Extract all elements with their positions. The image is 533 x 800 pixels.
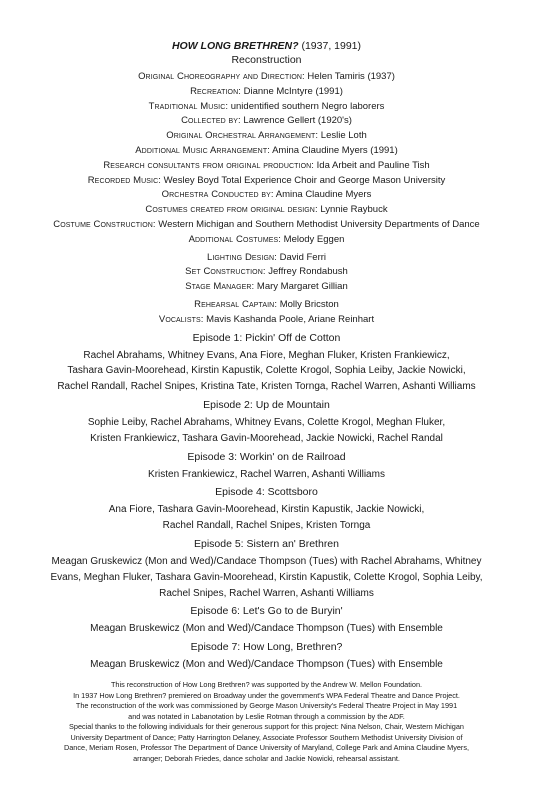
credit-name: Ida Arbeit and Pauline Tish <box>314 159 430 171</box>
credit-line <box>10 85 523 100</box>
credit-role: Collected by: <box>181 115 241 127</box>
credit-name: Amina Claudine Myers <box>273 189 372 201</box>
acknowledgements <box>10 680 523 765</box>
credit-name: Helen Tamiris (1937) <box>304 71 395 82</box>
credit-line <box>10 280 523 295</box>
episode-6 <box>10 604 523 637</box>
episode-cast-line: Sophie Leiby, Rachel Abrahams, Whitney Evans, Colette Krogol, Meghan Fluker, <box>87 416 446 428</box>
credit-role: Rehearsal Captain: <box>194 298 278 310</box>
episode-title: Episode 3: Workin' on de Railroad <box>187 450 346 463</box>
note-line: University Department of Dance; Patty Harrington Delaney, Associate Professor Southern Methodist University Division of <box>70 732 463 742</box>
episode-title: Episode 1: Pickin' Off de Cotton <box>192 331 341 344</box>
credit-role: Original Choreography and Direction: <box>138 71 305 82</box>
credit-line <box>10 203 523 218</box>
note-line: and was notated in Labanotation by Leslie Rotman through a commission by the ADF. <box>128 711 405 721</box>
episode-cast-line: Kristen Frankiewicz, Rachel Warren, Ashanti Williams <box>148 468 385 480</box>
credit-role: Vocalists: <box>158 313 204 325</box>
credit-line <box>10 144 523 159</box>
credit-role: Costumes created from original design: <box>145 204 318 216</box>
credit-name: Wesley Boyd Total Experience Choir and George Mason University <box>161 174 446 186</box>
credit-role: Costume Construction: <box>53 218 156 230</box>
work-subtitle: Reconstruction <box>231 54 302 66</box>
credit-role: Original Orchestral Arrangement: <box>166 130 319 142</box>
episode-cast-line: Evans, Meghan Fluker, Tashara Gavin-Moorehead, Kirstin Kapustik, Colette Krogol, Sophia Leiby, <box>50 571 483 583</box>
episode-title: Episode 6: Let's Go to de Buryin' <box>190 605 343 618</box>
credit-role: Stage Manager: <box>185 281 255 293</box>
credit-line <box>10 251 523 266</box>
episode-cast-line: Kristen Frankiewicz, Tashara Gavin-Moorehead, Jackie Nowicki, Rachel Randal <box>90 432 443 444</box>
credit-name: Molly Bricston <box>277 298 339 310</box>
credit-name: Amina Claudine Myers (1991) <box>269 144 398 156</box>
credit-role: Traditional Music: <box>148 100 229 112</box>
episode-cast-line: Meagan Gruskewicz (Mon and Wed)/Candace Thompson (Tues) with Rachel Abrahams, Whitney <box>51 555 482 567</box>
title-line <box>10 40 523 53</box>
credit-line <box>10 114 523 129</box>
episode-cast-line: Meagan Bruskewicz (Mon and Wed)/Candace Thompson (Tues) with Ensemble <box>90 623 443 635</box>
credit-line <box>10 265 523 280</box>
credit-line <box>10 159 523 174</box>
credit-role: Recorded Music: <box>87 174 161 186</box>
credit-name: Mavis Kashanda Poole, Ariane Reinhart <box>203 313 375 325</box>
credit-name: Melody Eggen <box>281 233 345 245</box>
credit-role: Additional Music Arrangement: <box>135 144 270 156</box>
work-title: HOW LONG BRETHREN? <box>171 40 299 52</box>
episode-cast-line: Rachel Abrahams, Whitney Evans, Ana Fiore, Meghan Fluker, Kristen Frankiewicz, <box>83 349 450 361</box>
episode-5 <box>10 537 523 601</box>
episode-cast-line: Rachel Randall, Rachel Snipes, Kristina Tate, Kristen Tornga, Rachel Warren, Ashanti Williams <box>57 381 476 393</box>
episode-7 <box>10 640 523 673</box>
credit-role: Additional Costumes: <box>188 233 282 245</box>
episode-3 <box>10 450 523 483</box>
episode-title: Episode 7: How Long, Brethren? <box>190 641 343 654</box>
note-line: This reconstruction of How Long Brethren? was supported by the Andrew W. Mellon Foundation. <box>110 679 423 689</box>
episode-cast-line: Rachel Randall, Rachel Snipes, Kristen Tornga <box>162 520 371 532</box>
credit-role: Lighting Design: <box>206 251 277 263</box>
episode-cast-line: Rachel Snipes, Rachel Warren, Ashanti Williams <box>159 587 374 599</box>
credit-line <box>10 70 523 85</box>
credit-line <box>10 298 523 313</box>
credit-name: David Ferri <box>276 251 327 263</box>
credit-name: Mary Margaret Gillian <box>254 281 348 293</box>
episode-2 <box>10 398 523 447</box>
episode-cast-line: Meagan Bruskewicz (Mon and Wed)/Candace Thompson (Tues) with Ensemble <box>90 659 443 671</box>
credit-line <box>10 129 523 144</box>
episode-1 <box>10 331 523 395</box>
episode-cast-line: Ana Fiore, Tashara Gavin-Moorehead, Kirstin Kapustik, Jackie Nowicki, <box>108 504 425 516</box>
credit-name: Leslie Loth <box>318 130 367 142</box>
note-line: In 1937 How Long Brethren? premiered on Broadway under the government's WPA Federal Theatre and Dance Project. <box>73 690 460 700</box>
credit-name: Lawrence Gellert (1920's) <box>240 115 352 127</box>
credit-name: Jeffrey Rondabush <box>265 266 348 278</box>
credit-line <box>10 233 523 248</box>
credit-line <box>10 218 523 233</box>
credit-role: Orchestra Conducted by: <box>161 189 274 201</box>
credit-role: Set Construction: <box>185 266 266 278</box>
episode-cast-line: Tashara Gavin-Moorehead, Kirstin Kapustik, Colette Krogol, Sophia Leiby, Jackie Nowicki, <box>67 365 466 377</box>
episode-title: Episode 2: Up de Mountain <box>203 398 330 411</box>
credit-name: Lynnie Raybuck <box>317 204 388 216</box>
credit-line <box>10 100 523 115</box>
credit-line <box>10 313 523 328</box>
episode-4 <box>10 485 523 534</box>
credit-role: Research consultants from original production: <box>103 159 315 171</box>
note-line: The reconstruction of the work was commissioned by George Mason University's Federal Theatre Project in May 1991 <box>75 701 458 711</box>
note-line: Special thanks to the following individuals for their generous support for this project: Nina Nelson, Chair, Western Michigan <box>69 722 464 732</box>
credit-name: unidentified southern Negro laborers <box>228 100 385 112</box>
credit-line <box>10 174 523 189</box>
credit-name: Dianne McIntyre (1991) <box>241 85 343 97</box>
credits-block <box>10 70 523 328</box>
credit-role: Recreation: <box>190 85 241 97</box>
note-line: Dance, Meriam Rosen, Professor The Department of Dance University of Maryland, College Park and Amina Claudine Myers, <box>63 743 470 753</box>
episode-title: Episode 5: Sistern an' Brethren <box>193 537 339 550</box>
credit-name: Western Michigan and Southern Methodist University Departments of Dance <box>155 218 480 230</box>
credit-line <box>10 188 523 203</box>
work-years: (1937, 1991) <box>298 40 362 52</box>
episode-title: Episode 4: Scottsboro <box>215 486 318 499</box>
note-line: arranger; Deborah Friedes, dance scholar and Jackie Nowicki, rehearsal assistant. <box>133 754 400 764</box>
